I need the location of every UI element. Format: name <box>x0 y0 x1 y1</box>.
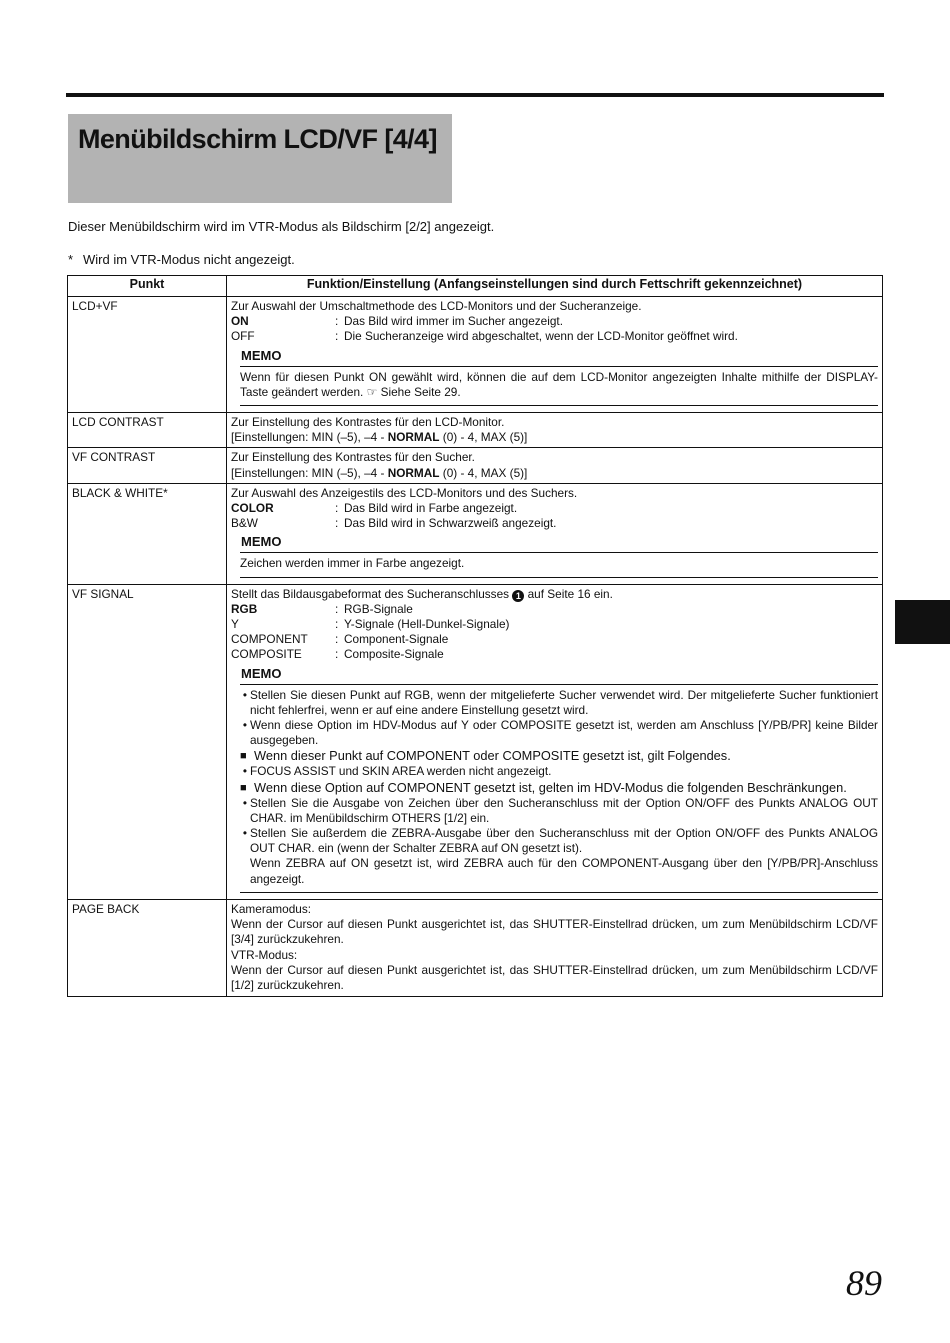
option-key: COMPOSITE <box>231 647 302 662</box>
memo-bullet <box>240 796 878 826</box>
row-line: VTR-Modus: <box>231 947 298 962</box>
square-bullet-icon: ■ <box>240 781 247 794</box>
pointing-hand-icon: ☞ <box>366 384 378 399</box>
bullet-text: Stellen Sie die Ausgabe von Zeichen über den Sucheranschluss mit der Option ON/OFF des Punkts ANALOG OUT CHAR. im Menübildschirm OTHERS [1/2] ein. <box>250 795 878 825</box>
memo-box <box>240 366 878 406</box>
memo-ref: Siehe Seite 29. <box>380 384 461 399</box>
table-row <box>68 483 883 584</box>
row-line: Kameramodus: <box>231 901 311 916</box>
settings-pre: [Einstellungen: MIN (–5), –4 - <box>231 430 388 445</box>
bullet-text: Stellen Sie außerdem die ZEBRA-Ausgabe über den Sucheranschluss mit der Option ON/OFF des Punkts ANALOG OUT CHAR. ein (wenn der Schalter ZEBRA auf ON gesetzt ist). <box>250 826 878 856</box>
top-rule <box>66 93 884 97</box>
header-punkt: Punkt <box>68 276 227 297</box>
settings-pre: [Einstellungen: MIN (–5), –4 - <box>231 465 388 480</box>
row-line: Wenn der Cursor auf diesen Punkt ausgerichtet ist, das SHUTTER-Einstellrad drücken, um zum Menübildschirm LCD/VF [1/2] zurückzukehren. <box>231 962 878 992</box>
option-key: RGB <box>231 601 258 616</box>
option-value: RGB-Signale <box>344 601 413 616</box>
memo-box <box>240 684 878 893</box>
option-value: Das Bild wird in Farbe angezeigt. <box>344 501 518 516</box>
desc-pre: Stellt das Bildausgabeformat des Sucheranschlusses <box>231 586 510 601</box>
option-line: Y : Y-Signale (Hell-Dunkel-Signale) <box>231 617 878 632</box>
note-text: Wird im VTR-Modus nicht angezeigt. <box>83 252 295 267</box>
row-punkt: VF CONTRAST <box>68 448 227 483</box>
row-funktion <box>227 297 883 413</box>
table-header-row <box>68 276 883 297</box>
option-line: COMPOSITE : Composite-Signale <box>231 647 878 662</box>
row-desc: Zur Einstellung des Kontrastes für den LCD-Monitor. <box>231 415 505 430</box>
memo-bullet <box>240 826 878 856</box>
bullet-icon: • <box>242 687 248 702</box>
option-line: B&W : Das Bild wird in Schwarzweiß angezeigt. <box>231 516 878 531</box>
row-punkt: LCD CONTRAST <box>68 413 227 448</box>
bullet-icon: • <box>242 718 248 733</box>
row-funktion <box>227 899 883 996</box>
menu-table <box>67 275 883 997</box>
note-marker: * <box>68 252 74 267</box>
row-funktion <box>227 584 883 899</box>
memo-square-item <box>240 748 878 764</box>
table-row <box>68 899 883 996</box>
title-box <box>68 114 452 203</box>
header-funktion: Funktion/Einstellung (Anfangseinstellungen sind durch Fettschrift gekennzeichnet) <box>227 276 883 297</box>
settings-post: (0) - 4, MAX (5)] <box>439 430 528 445</box>
square-bullet-icon: ■ <box>240 750 247 763</box>
memo-text: Wenn für diesen Punkt ON gewählt wird, können die auf dem LCD-Monitor angezeigten Inhalte mithilfe der DISPLAY-Taste geändert werden. <box>240 369 878 399</box>
option-key: Y <box>231 617 239 632</box>
table-row <box>68 584 883 899</box>
table-row <box>68 297 883 413</box>
side-tab-marker <box>895 600 950 644</box>
row-funktion <box>227 413 883 448</box>
row-settings <box>231 466 878 481</box>
row-funktion <box>227 483 883 584</box>
bullet-text: Wenn ZEBRA auf ON gesetzt ist, wird ZEBRA auch für den COMPONENT-Ausgang über den [Y/PB/PR]-Anschluss angezeigt. <box>250 856 878 886</box>
row-desc <box>231 587 878 602</box>
memo-box <box>240 552 878 577</box>
intro-text: Dieser Menübildschirm wird im VTR-Modus als Bildschirm [2/2] angezeigt. <box>68 219 495 234</box>
option-line: OFF : Die Sucheranzeige wird abgeschaltet, wenn der LCD-Monitor geöffnet wird. <box>231 329 878 344</box>
option-value: Die Sucheranzeige wird abgeschaltet, wenn der LCD-Monitor geöffnet wird. <box>344 329 738 344</box>
row-punkt: BLACK & WHITE* <box>68 483 227 584</box>
row-settings <box>231 430 878 445</box>
row-desc: Zur Einstellung des Kontrastes für den Sucher. <box>231 450 475 465</box>
option-key: B&W <box>231 516 258 531</box>
option-value: Composite-Signale <box>344 647 444 662</box>
memo-heading: MEMO <box>241 347 282 363</box>
square-text: Wenn diese Option auf COMPONENT gesetzt ist, gelten im HDV-Modus die folgenden Beschränkungen. <box>254 779 847 795</box>
option-value: Das Bild wird in Schwarzweiß angezeigt. <box>344 516 557 531</box>
row-desc: Zur Auswahl des Anzeigestils des LCD-Monitors und des Suchers. <box>231 485 578 500</box>
option-value: Y-Signale (Hell-Dunkel-Signale) <box>344 617 510 632</box>
page-number: 89 <box>846 1263 882 1303</box>
bullet-icon: • <box>242 764 248 779</box>
memo-bullet <box>240 718 878 748</box>
page-title: Menübildschirm LCD/VF [4/4] <box>78 124 437 154</box>
option-line: ON : Das Bild wird immer im Sucher angezeigt. <box>231 314 878 329</box>
row-line: Wenn der Cursor auf diesen Punkt ausgerichtet ist, das SHUTTER-Einstellrad drücken, um zum Menübildschirm LCD/VF [3/4] zurückzukehren. <box>231 917 878 947</box>
option-line: COMPONENT : Component-Signale <box>231 632 878 647</box>
table-row <box>68 448 883 483</box>
bullet-text: Stellen Sie diesen Punkt auf RGB, wenn der mitgelieferte Sucher verwendet wird. Der mitgelieferte Sucher funktioniert nicht fehlerfrei, wenn er auf eine andere Einstellung gesetzt wird. <box>250 687 878 717</box>
circled-number-icon: 1 <box>512 590 524 602</box>
settings-default: NORMAL <box>387 430 440 445</box>
option-key: ON <box>231 314 249 329</box>
row-funktion <box>227 448 883 483</box>
memo-bullet <box>240 764 878 779</box>
bullet-icon: • <box>242 826 248 841</box>
settings-post: (0) - 4, MAX (5)] <box>439 465 528 480</box>
desc-post: auf Seite 16 ein. <box>527 586 613 601</box>
option-key: COMPONENT <box>231 632 308 647</box>
option-key: OFF <box>231 329 255 344</box>
row-punkt: PAGE BACK <box>68 899 227 996</box>
option-value: Das Bild wird immer im Sucher angezeigt. <box>344 314 563 329</box>
option-value: Component-Signale <box>344 632 449 647</box>
option-line: RGB : RGB-Signale <box>231 602 878 617</box>
square-text: Wenn dieser Punkt auf COMPONENT oder COMPOSITE gesetzt ist, gilt Folgendes. <box>254 748 731 764</box>
memo-bullet-continued <box>240 856 878 886</box>
bullet-text: FOCUS ASSIST und SKIN AREA werden nicht angezeigt. <box>250 764 552 779</box>
bullet-icon: • <box>242 795 248 810</box>
table-row <box>68 413 883 448</box>
option-line: COLOR : Das Bild wird in Farbe angezeigt. <box>231 501 878 516</box>
memo-heading: MEMO <box>241 534 282 550</box>
note <box>68 252 295 267</box>
memo-heading: MEMO <box>241 665 282 681</box>
memo-bullet <box>240 688 878 718</box>
row-punkt: VF SIGNAL <box>68 584 227 899</box>
row-punkt: LCD+VF <box>68 297 227 413</box>
bullet-text: Wenn diese Option im HDV-Modus auf Y oder COMPOSITE gesetzt ist, werden am Anschluss [Y/PB/PR] keine Bilder ausgegeben. <box>250 718 878 748</box>
settings-default: NORMAL <box>387 465 440 480</box>
memo-text: Zeichen werden immer in Farbe angezeigt. <box>240 556 465 571</box>
row-desc: Zur Auswahl der Umschaltmethode des LCD-Monitors und der Sucheranzeige. <box>231 299 642 313</box>
memo-square-item <box>240 780 878 796</box>
option-key: COLOR <box>231 501 274 516</box>
